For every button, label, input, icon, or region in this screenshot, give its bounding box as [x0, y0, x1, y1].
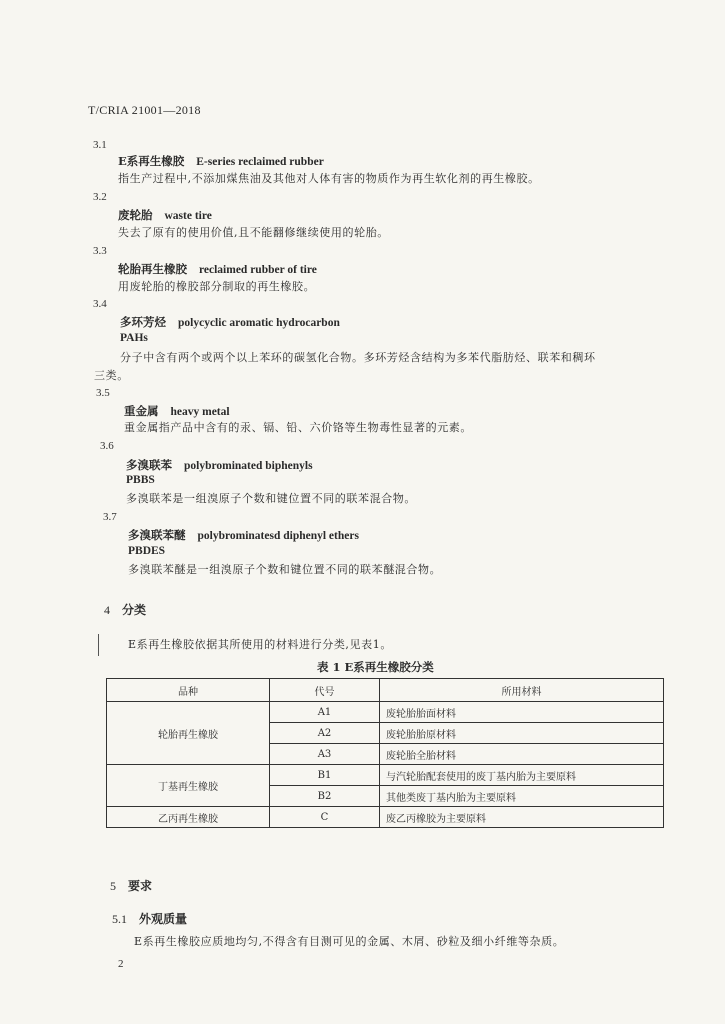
term-title: 多溴联苯醚 polybrominatesd diphenyl ethers: [128, 528, 359, 542]
term-definition: 重金属指产品中含有的汞、镉、铅、六价铬等生物毒性显著的元素。: [124, 421, 472, 434]
term-title: 多环芳烃 polycyclic aromatic hydrocarbon: [120, 315, 340, 329]
section-text: E系再生橡胶依据其所使用的材料进行分类,见表1。: [128, 638, 392, 651]
table-caption: 表 1 E系再生橡胶分类: [317, 660, 434, 674]
table-row: [107, 807, 664, 828]
material-cell: 废乙丙橡胶为主要原料: [380, 807, 664, 828]
section-text: E系再生橡胶应质地均匀,不得含有目测可见的金属、木屑、砂粒及细小纤维等杂质。: [134, 935, 565, 948]
material-cell: 废轮胎全胎材料: [380, 744, 664, 765]
term-number: 3.5: [96, 387, 110, 399]
term-number: 3.1: [93, 139, 107, 151]
code-cell: A1: [270, 702, 380, 723]
term-title: 多溴联苯 polybrominated biphenyls: [126, 458, 313, 472]
term-definition: 失去了原有的使用价值,且不能翻修继续使用的轮胎。: [118, 226, 389, 239]
code-cell: A3: [270, 744, 380, 765]
term-definition: 指生产过程中,不添加煤焦油及其他对人体有害的物质作为再生软化剂的再生橡胶。: [118, 172, 540, 185]
material-cell: 其他类废丁基内胎为主要原料: [380, 786, 664, 807]
page-number: 2: [118, 958, 124, 970]
term-number: 3.3: [93, 245, 107, 257]
term-definition: 多溴联苯是一组溴原子个数和键位置不同的联苯混合物。: [126, 492, 416, 505]
term-title: 废轮胎 waste tire: [118, 208, 212, 222]
term-title: 重金属 heavy metal: [124, 404, 230, 418]
document-header: T/CRIA 21001—2018: [88, 103, 201, 117]
table-row: [107, 702, 664, 723]
term-number: 3.2: [93, 191, 107, 203]
term-number: 3.4: [93, 298, 107, 310]
section-heading: 5 要求: [110, 879, 153, 893]
variety-cell: 乙丙再生橡胶: [107, 807, 270, 828]
table-header-cell: 品种: [107, 679, 270, 702]
term-definition: 多溴联苯醚是一组溴原子个数和键位置不同的联苯醚混合物。: [128, 563, 442, 576]
table-row: [107, 765, 664, 786]
term-number: 3.7: [103, 511, 117, 523]
classification-table: [106, 678, 664, 828]
term-title: E系再生橡胶 E-series reclaimed rubber: [118, 154, 324, 168]
variety-cell: 轮胎再生橡胶: [107, 702, 270, 765]
code-cell: C: [270, 807, 380, 828]
code-cell: A2: [270, 723, 380, 744]
term-abbreviation: PBDES: [128, 545, 166, 557]
subsection-heading: 5.1 外观质量: [112, 912, 188, 926]
term-definition: 用废轮胎的橡胶部分制取的再生橡胶。: [118, 280, 316, 293]
material-cell: 与汽轮胎配套使用的废丁基内胎为主要原料: [380, 765, 664, 786]
material-cell: 废轮胎胎原材料: [380, 723, 664, 744]
margin-mark: [98, 634, 99, 656]
material-cell: 废轮胎胎面材料: [380, 702, 664, 723]
table-header-cell: 代号: [270, 679, 380, 702]
code-cell: B2: [270, 786, 380, 807]
term-definition-continued: 三类。: [94, 369, 129, 382]
section-heading: 4 分类: [104, 603, 147, 617]
variety-cell: 丁基再生橡胶: [107, 765, 270, 807]
term-abbreviation: PAHs: [120, 332, 148, 344]
term-number: 3.6: [100, 440, 114, 452]
term-definition: 分子中含有两个或两个以上苯环的碳氢化合物。多环芳烃含结构为多苯代脂肪烃、联苯和稠环: [120, 351, 596, 364]
table-header-row: [107, 679, 664, 702]
table-header-cell: 所用材料: [380, 679, 664, 702]
term-title: 轮胎再生橡胶 reclaimed rubber of tire: [118, 262, 317, 276]
code-cell: B1: [270, 765, 380, 786]
term-abbreviation: PBBS: [126, 474, 155, 486]
